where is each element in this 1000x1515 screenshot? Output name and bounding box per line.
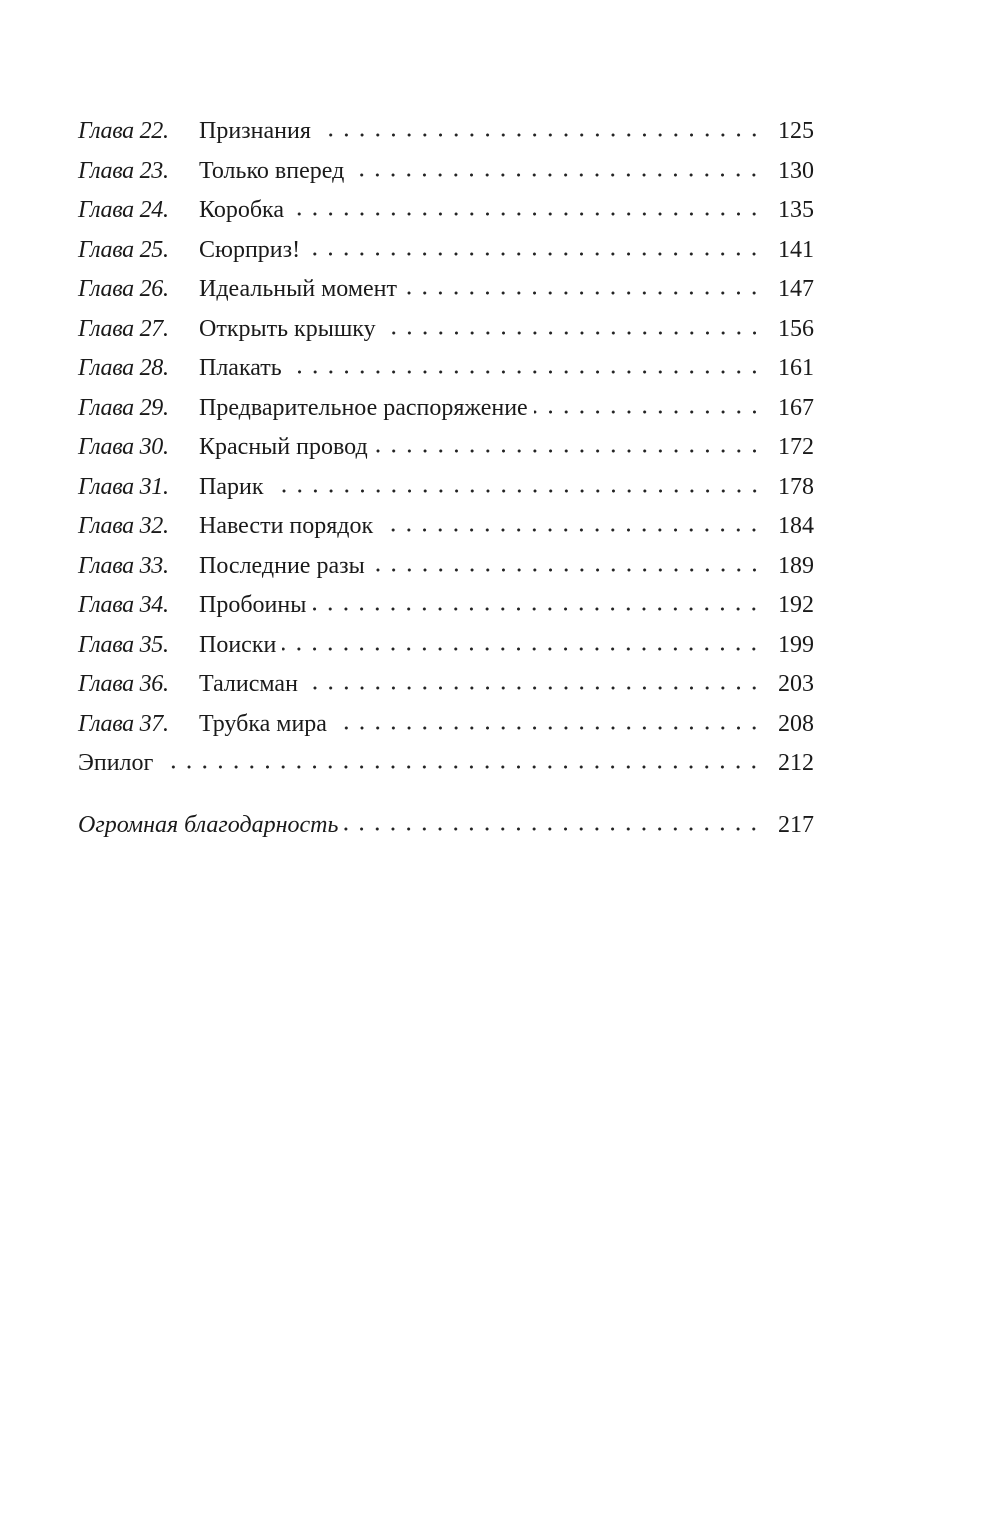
acknowledgements-title: Огромная благодарность: [78, 811, 339, 838]
toc-entry-acknowledgements: [78, 806, 814, 846]
chapter-title: Поиски: [199, 631, 277, 658]
chapter-label: Глава 28.: [78, 355, 169, 381]
page-number: 147: [778, 276, 814, 302]
page-number: 135: [778, 197, 814, 223]
dot-leader: [333, 725, 762, 731]
toc-entry: [78, 310, 814, 350]
toc-entry: [78, 586, 814, 626]
chapter-label: Глава 29.: [78, 394, 169, 421]
toc-entry: [78, 349, 814, 389]
toc-entry: [78, 191, 814, 231]
chapter-label: Глава 26.: [78, 276, 169, 302]
page-number: 156: [778, 315, 814, 342]
page-number: 130: [778, 157, 814, 184]
page-number: 125: [778, 118, 814, 144]
toc-entry: [78, 231, 814, 271]
chapter-label: Глава 34.: [78, 592, 169, 618]
page-number: 184: [778, 513, 814, 539]
page-number: 208: [778, 710, 814, 737]
toc-entry: [78, 507, 814, 547]
dot-leader: [304, 685, 762, 691]
chapter-title: Навести порядок: [199, 513, 374, 539]
dot-leader: [270, 488, 763, 494]
dot-leader: [312, 606, 762, 612]
toc-entry: [78, 428, 814, 468]
chapter-label: Глава 23.: [78, 157, 169, 184]
dot-leader: [165, 764, 762, 770]
page-number: 199: [778, 631, 814, 658]
page-number: 203: [778, 671, 814, 697]
dot-leader: [350, 172, 762, 178]
page-number: 189: [778, 552, 814, 579]
dot-leader: [374, 448, 762, 454]
toc-entry: [78, 626, 814, 666]
page-number: 217: [778, 811, 814, 838]
chapter-title: Признания: [199, 118, 311, 144]
dot-leader: [379, 527, 762, 533]
dot-leader: [371, 567, 762, 573]
chapter-title: Идеальный момент: [199, 276, 397, 302]
chapter-title: Коробка: [199, 197, 284, 223]
toc-entry: [78, 547, 814, 587]
chapter-label: Глава 36.: [78, 671, 169, 697]
epilogue-title: Эпилог: [78, 750, 154, 776]
table-of-contents: [78, 112, 814, 845]
toc-entry: [78, 389, 814, 429]
chapter-label: Глава 22.: [78, 118, 169, 144]
page-number: 192: [778, 592, 814, 618]
dot-leader: [306, 251, 762, 257]
dot-leader: [282, 646, 762, 652]
dot-leader: [344, 826, 762, 832]
chapter-label: Глава 33.: [78, 552, 169, 579]
chapter-title: Сюрприз!: [199, 236, 301, 263]
chapter-title: Открыть крышку: [199, 315, 376, 342]
chapter-label: Глава 24.: [78, 197, 169, 223]
chapter-title: Красный провод: [199, 434, 368, 460]
toc-entry: [78, 152, 814, 192]
page-number: 161: [778, 355, 814, 381]
chapter-label: Глава 35.: [78, 631, 169, 658]
page-number: 167: [778, 394, 814, 421]
toc-entry: [78, 665, 814, 705]
toc-entry: [78, 705, 814, 745]
chapter-title: Предварительное распоряжение: [199, 394, 528, 421]
chapter-title: Трубка мира: [199, 710, 327, 737]
chapter-label: Глава 27.: [78, 315, 169, 342]
page-number: 141: [778, 236, 814, 263]
toc-entry: [78, 270, 814, 310]
chapter-title: Парик: [199, 473, 264, 500]
chapter-label: Глава 31.: [78, 473, 169, 500]
page-number: 212: [778, 750, 814, 776]
dot-leader: [382, 330, 762, 336]
page-number: 172: [778, 434, 814, 460]
chapter-title: Последние разы: [199, 552, 365, 579]
chapter-label: Глава 32.: [78, 513, 169, 539]
chapter-title: Плакать: [199, 355, 282, 381]
toc-entry-epilogue: [78, 744, 814, 784]
dot-leader: [317, 132, 762, 138]
dot-leader: [534, 409, 762, 415]
chapter-label: Глава 37.: [78, 710, 169, 737]
chapter-label: Глава 25.: [78, 236, 169, 263]
toc-entry: [78, 112, 814, 152]
chapter-title: Талисман: [199, 671, 298, 697]
dot-leader: [288, 369, 762, 375]
chapter-title: Пробоины: [199, 592, 307, 618]
toc-entry: [78, 468, 814, 508]
dot-leader: [403, 290, 762, 296]
chapter-label: Глава 30.: [78, 434, 169, 460]
chapter-title: Только вперед: [199, 157, 345, 184]
dot-leader: [290, 211, 762, 217]
page-number: 178: [778, 473, 814, 500]
